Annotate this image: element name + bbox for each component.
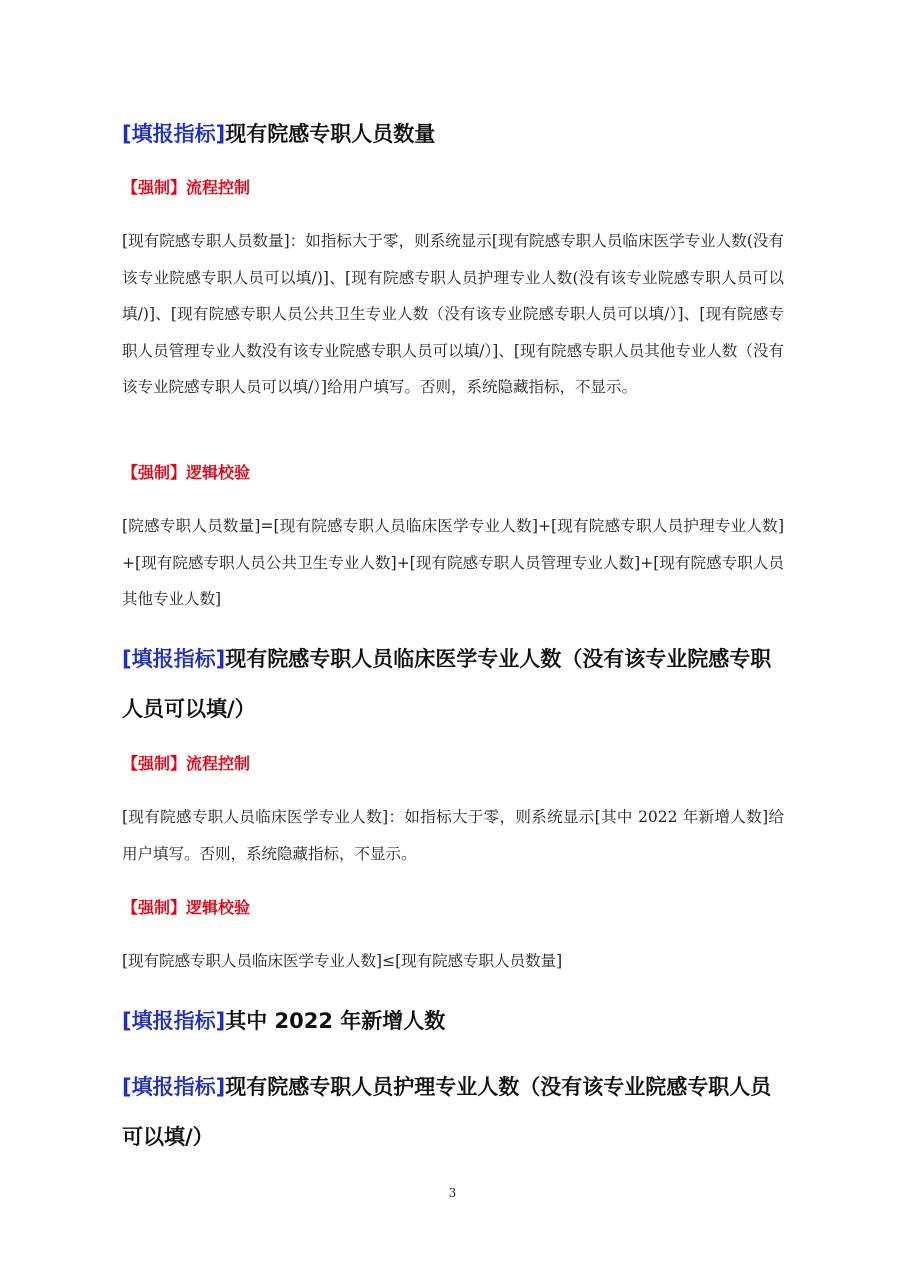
indicator-tag: [填报指标]: [122, 1075, 226, 1099]
indicator-title: 现有院感专职人员临床医学专业人数（没有该专业院感专职人员可以填/）: [122, 647, 772, 721]
indicator-tag: [填报指标]: [122, 1009, 226, 1033]
page-number: 3: [448, 1186, 457, 1200]
section-4-heading: [122, 1062, 784, 1162]
indicator-title: 现有院感专职人员数量: [225, 122, 436, 146]
section-1-rule-1-label: 【强制】流程控制: [122, 178, 251, 197]
document-page: [122, 0, 784, 1280]
section-3-heading: [122, 996, 784, 1046]
indicator-tag: [填报指标]: [122, 647, 226, 671]
section-2-heading: [122, 634, 784, 734]
section-2-rule-1-label: 【强制】流程控制: [122, 754, 251, 773]
section-2-rule-2-text: [现有院感专职人员临床医学专业人数]≤[现有院感专职人员数量]: [122, 952, 563, 970]
section-1-rule-1-text: [现有院感专职人员数量]：如指标大于零，则系统显示[现有院感专职人员临床医学专业人数(没有该专业院感专职人员可以填/)]、[现有院感专职人员护理专业人数(没有该专业院感专职人员可以填/)]、[现有院感专职人员公共卫生专业人数（没有该专业院感专职人员可以填/）]、[现有院感专职人员管理专业人数没有该专业院感专职人员可以填/）]、[现有院感专职人员其他专业人数（没有该专业院感专职人员可以填/）]给用户填写。否则，系统隐藏指标，不显示。: [122, 232, 784, 396]
indicator-title: 现有院感专职人员护理专业人数（没有该专业院感专职人员可以填/）: [122, 1075, 772, 1149]
section-2-rule-1-text: [现有院感专职人员临床医学专业人数]：如指标大于零，则系统显示[其中 2022 年新增人数]给用户填写。否则，系统隐藏指标，不显示。: [122, 808, 784, 863]
indicator-tag: [填报指标]: [122, 122, 226, 146]
section-1-rule-2-text: [院感专职人员数量]=[现有院感专职人员临床医学专业人数]+[现有院感专职人员护理专业人数]+[现有院感专职人员公共卫生专业人数]+[现有院感专职人员管理专业人数]+[现有院感专职人员其他专业人数]: [122, 517, 784, 608]
section-1-rule-2-label: 【强制】逻辑校验: [122, 463, 251, 482]
indicator-title: 其中 2022 年新增人数: [225, 1009, 446, 1033]
section-2-rule-2-label: 【强制】逻辑校验: [122, 898, 251, 917]
section-1-heading: [122, 109, 784, 159]
